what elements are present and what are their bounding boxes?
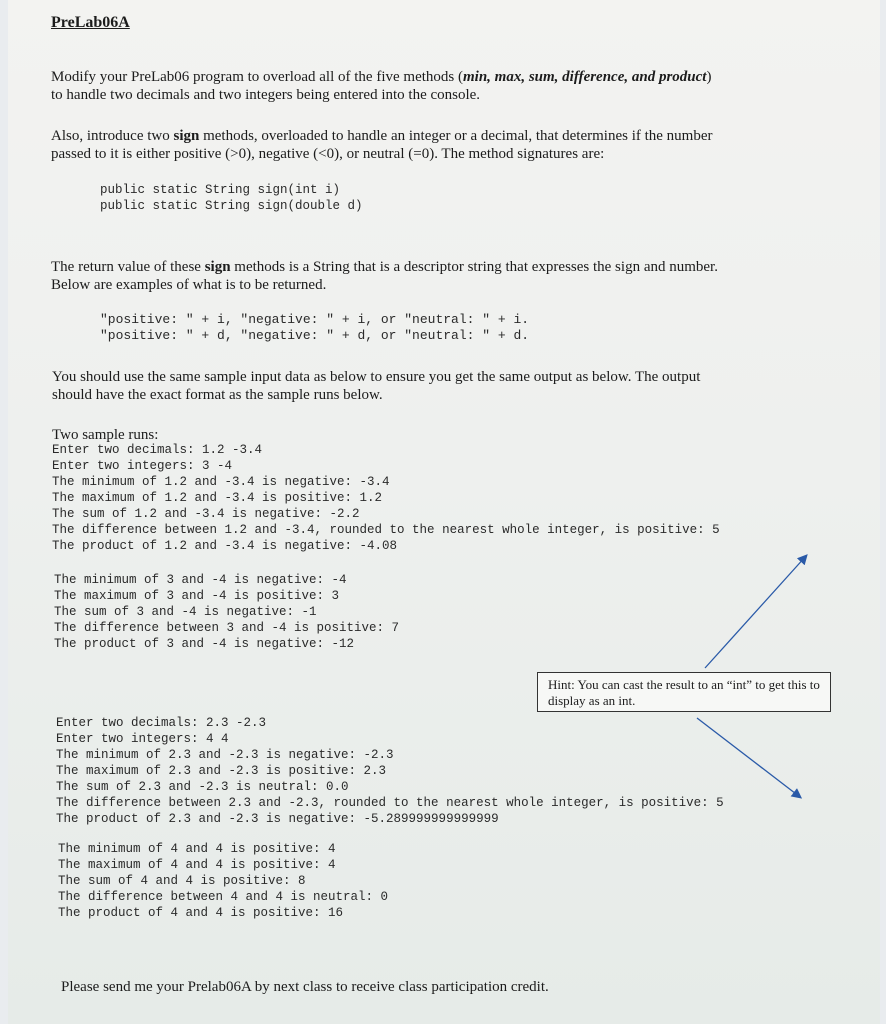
output-line: Enter two integers: 3 -4 xyxy=(52,459,233,473)
footer-note: Please send me your Prelab06A by next class to receive class participation credit. xyxy=(61,979,549,995)
hint-box: Hint: You can cast the result to an “int” to get this to display as an int. xyxy=(537,672,831,712)
return-line-2: Below are examples of what is to be returned. xyxy=(51,277,327,293)
output-line: The product of 2.3 and -2.3 is negative: -5.289999999999999 xyxy=(56,812,499,826)
output-line: Enter two decimals: 1.2 -3.4 xyxy=(52,443,263,457)
sign-intro-start: Also, introduce two xyxy=(51,128,174,144)
output-line: The product of 3 and -4 is negative: -12 xyxy=(54,637,355,651)
intro-line-2: to handle two decimals and two integers being entered into the console. xyxy=(51,87,481,103)
sample-note-line-1: You should use the same sample input data as below to ensure you get the same output as below. The output xyxy=(52,369,701,385)
signature-line: public static String sign(double d) xyxy=(100,199,363,213)
sample-note-line-2: should have the exact format as the sample runs below. xyxy=(52,387,383,403)
output-line: The sum of 1.2 and -3.4 is negative: -2.2 xyxy=(52,507,360,521)
output-line: The difference between 1.2 and -3.4, rounded to the nearest whole integer, is positive: 5 xyxy=(52,523,720,537)
output-line: The maximum of 3 and -4 is positive: 3 xyxy=(54,589,340,603)
signature-line: public static String sign(int i) xyxy=(100,183,341,197)
output-line: The maximum of 4 and 4 is positive: 4 xyxy=(58,858,336,872)
output-line: Enter two integers: 4 4 xyxy=(56,732,229,746)
output-line: The product of 4 and 4 is positive: 16 xyxy=(58,906,344,920)
output-line: The sum of 2.3 and -2.3 is neutral: 0.0 xyxy=(56,780,349,794)
output-line: The difference between 4 and 4 is neutral: 0 xyxy=(58,890,389,904)
output-line: The maximum of 1.2 and -3.4 is positive: 1.2 xyxy=(52,491,383,505)
return-text-bold: sign xyxy=(204,259,231,275)
output-line: The sum of 4 and 4 is positive: 8 xyxy=(58,874,306,888)
intro-method-names: min, max, sum, difference, and product xyxy=(462,69,707,85)
return-example-line: "positive: " + d, "negative: " + d, or "neutral: " + d. xyxy=(100,328,530,343)
sample-runs-label: Two sample runs: xyxy=(52,427,159,443)
return-example-line: "positive: " + i, "negative: " + i, or "neutral: " + i. xyxy=(100,312,530,327)
output-line: The difference between 3 and -4 is positive: 7 xyxy=(54,621,400,635)
output-line: Enter two decimals: 2.3 -2.3 xyxy=(56,716,267,730)
output-line: The product of 1.2 and -3.4 is negative: -4.08 xyxy=(52,539,398,553)
sign-intro-bold: sign xyxy=(173,128,200,144)
output-line: The maximum of 2.3 and -2.3 is positive: 2.3 xyxy=(56,764,387,778)
output-line: The minimum of 3 and -4 is negative: -4 xyxy=(54,573,347,587)
hint-arrow-down xyxy=(697,718,800,797)
output-line: The minimum of 1.2 and -3.4 is negative: -3.4 xyxy=(52,475,390,489)
output-line: The difference between 2.3 and -2.3, rounded to the nearest whole integer, is positive: 5 xyxy=(56,796,724,810)
return-text-end: methods is a String that is a descriptor string that expresses the sign and number. xyxy=(230,259,718,275)
intro-text-end: ) xyxy=(706,69,712,85)
intro-text-start: Modify your PreLab06 program to overload all of the five methods ( xyxy=(51,69,463,85)
return-text-start: The return value of these xyxy=(51,259,205,275)
output-line: The minimum of 2.3 and -2.3 is negative: -2.3 xyxy=(56,748,394,762)
page-title: PreLab06A xyxy=(51,14,130,31)
sign-intro-line-2: passed to it is either positive (>0), negative (<0), or neutral (=0). The method signatures are: xyxy=(51,146,605,162)
output-line: The sum of 3 and -4 is negative: -1 xyxy=(54,605,317,619)
output-line: The minimum of 4 and 4 is positive: 4 xyxy=(58,842,336,856)
hint-arrow-up xyxy=(705,556,806,668)
sign-intro-end: methods, overloaded to handle an integer or a decimal, that determines if the number xyxy=(199,128,713,144)
